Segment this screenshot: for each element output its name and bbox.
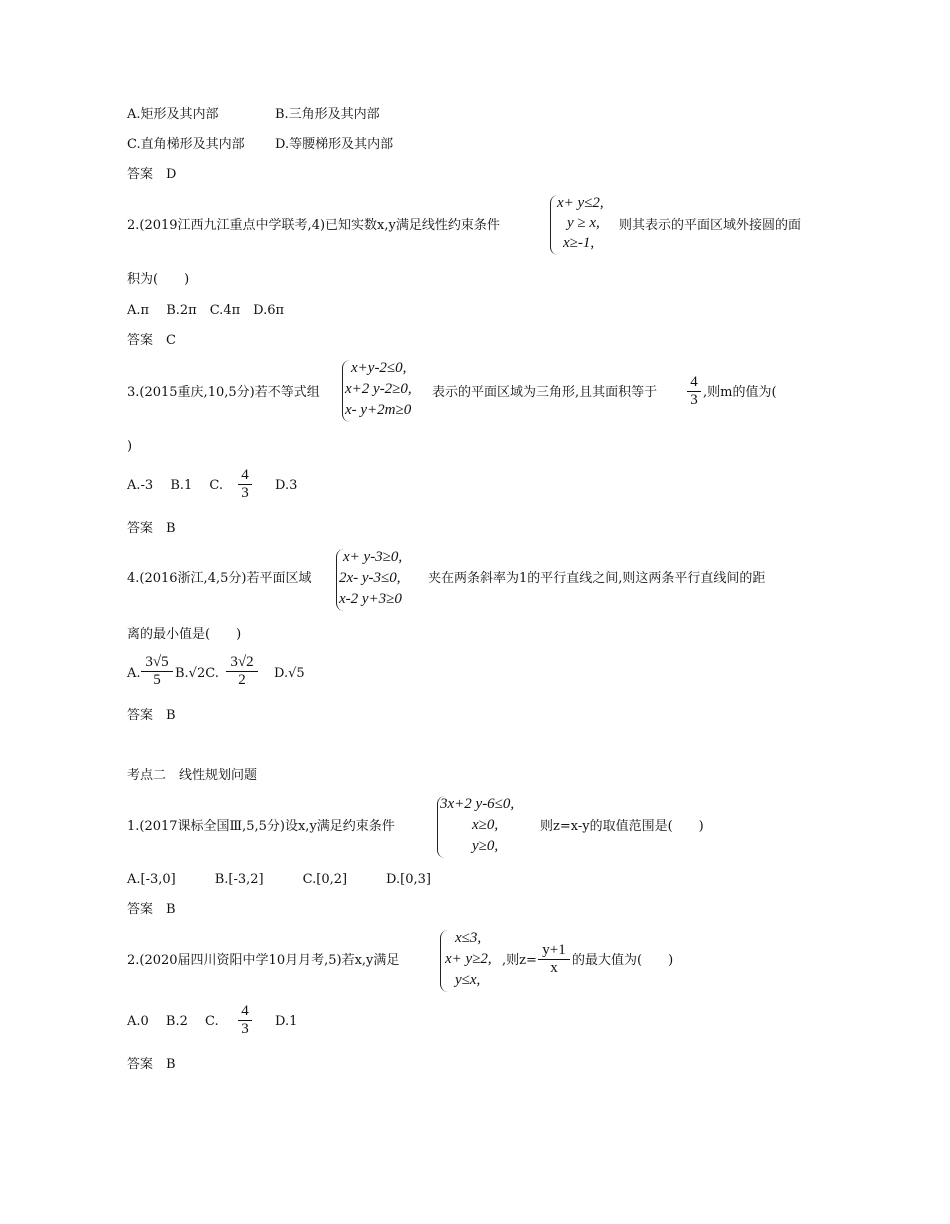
fraction-numerator: y+1 [538, 942, 570, 960]
q6-options-ab: A.0 B.2 C. [127, 1014, 219, 1029]
option-c-fraction [238, 1003, 252, 1038]
constraint-line: y ≥ x, [567, 215, 600, 231]
option-a-label: A. [127, 666, 141, 681]
q2-stem-right: 则其表示的平面区域外接圆的面 [619, 218, 802, 233]
answer: 答案 B [127, 902, 176, 917]
q5-stem-left: 1.(2017课标全国Ⅲ,5,5分)设x,y满足约束条件 [127, 819, 395, 834]
q6-stem-mid: ,则z= [502, 953, 537, 968]
q6-stem-right: 的最大值为( ) [572, 953, 674, 968]
option-d: D.等腰梯形及其内部 [275, 137, 394, 152]
answer: 答案 D [127, 167, 177, 182]
fraction-denominator: 3 [241, 485, 249, 501]
q3-stem-left: 3.(2015重庆,10,5分)若不等式组 [127, 385, 320, 400]
fraction-numerator: 3√5 [141, 654, 173, 672]
constraint-line: x+ y≥2, [445, 951, 492, 967]
q-prev-options-row1 [127, 107, 219, 123]
q6-constraint-system [440, 930, 507, 992]
option-c: C.直角梯形及其内部 [127, 137, 245, 152]
constraint-line: x-2 y+3≥0 [339, 591, 402, 607]
fraction-numerator: 4 [687, 374, 701, 392]
option-d: D.√5 [274, 666, 305, 681]
option-b: B.三角形及其内部 [275, 107, 380, 122]
q3-options-ab: A.-3 B.1 C. [127, 478, 224, 493]
q3-stem-mid: 表示的平面区域为三角形,且其面积等于 [432, 385, 658, 400]
q2-options: A.π B.2π C.4π D.6π [127, 303, 285, 318]
fraction-denominator: x [550, 960, 558, 976]
option-a: A.矩形及其内部 [127, 107, 219, 122]
q3-constraint-system [342, 360, 437, 422]
option-c-fraction [226, 654, 258, 689]
constraint-line: x+ y≤2, [557, 195, 604, 211]
constraint-line: x+2 y-2≥0, [345, 381, 412, 397]
fraction [538, 942, 570, 977]
q2-stem-cont: 积为( ) [127, 272, 190, 287]
option-c-fraction [238, 467, 252, 502]
fraction-denominator: 2 [238, 672, 246, 688]
constraint-line: 3x+2 y-6≤0, [440, 796, 515, 812]
q4-stem-left: 4.(2016浙江,4,5分)若平面区域 [127, 571, 312, 586]
answer: 答案 B [127, 1057, 176, 1072]
q2-constraint-system [550, 195, 617, 255]
q4-constraint-system [336, 549, 433, 611]
q5-constraint-system [437, 796, 542, 858]
q6-stem-left: 2.(2020届四川资阳中学10月月考,5)若x,y满足 [127, 953, 400, 968]
q4-stem-right: 夹在两条斜率为1的平行直线之间,则这两条平行直线间的距 [428, 571, 766, 586]
constraint-line: x- y+2m≥0 [345, 402, 412, 418]
option-d: D.1 [275, 1014, 298, 1029]
q2-stem-left: 2.(2019江西九江重点中学联考,4)已知实数x,y满足线性约束条件 [127, 218, 500, 233]
constraint-line: 2x- y-3≤0, [339, 570, 401, 586]
constraint-line: x+y-2≤0, [351, 360, 407, 376]
constraint-line: x≥0, [472, 817, 499, 833]
answer: 答案 C [127, 333, 176, 348]
fraction-numerator: 3√2 [226, 654, 258, 672]
fraction-denominator: 3 [241, 1021, 249, 1037]
constraint-line: x≤3, [455, 930, 482, 946]
option-a-fraction [141, 654, 173, 689]
fraction-denominator: 3 [690, 392, 698, 408]
constraint-line: x≥-1, [563, 235, 595, 251]
fraction [687, 374, 701, 409]
constraint-line: y≥0, [472, 838, 499, 854]
q3-stem-right: ,则m的值为( [703, 385, 777, 400]
section-title: 考点二 线性规划问题 [127, 768, 258, 783]
fraction-denominator: 5 [153, 672, 161, 688]
constraint-line: y≤x, [455, 972, 481, 988]
answer: 答案 B [127, 521, 176, 536]
q3-stem-cont: ) [127, 439, 133, 454]
q4-stem-cont: 离的最小值是( ) [127, 627, 242, 642]
option-d: D.3 [275, 478, 298, 493]
q5-options: A.[-3,0] B.[-3,2] C.[0,2] D.[0,3] [127, 872, 431, 887]
answer: 答案 B [127, 708, 176, 723]
option-b-c: B.√2C. [175, 666, 219, 681]
fraction-numerator: 4 [238, 1003, 252, 1021]
q5-stem-right: 则z=x-y的取值范围是( ) [540, 819, 704, 834]
fraction-numerator: 4 [238, 467, 252, 485]
constraint-line: x+ y-3≥0, [343, 549, 403, 565]
